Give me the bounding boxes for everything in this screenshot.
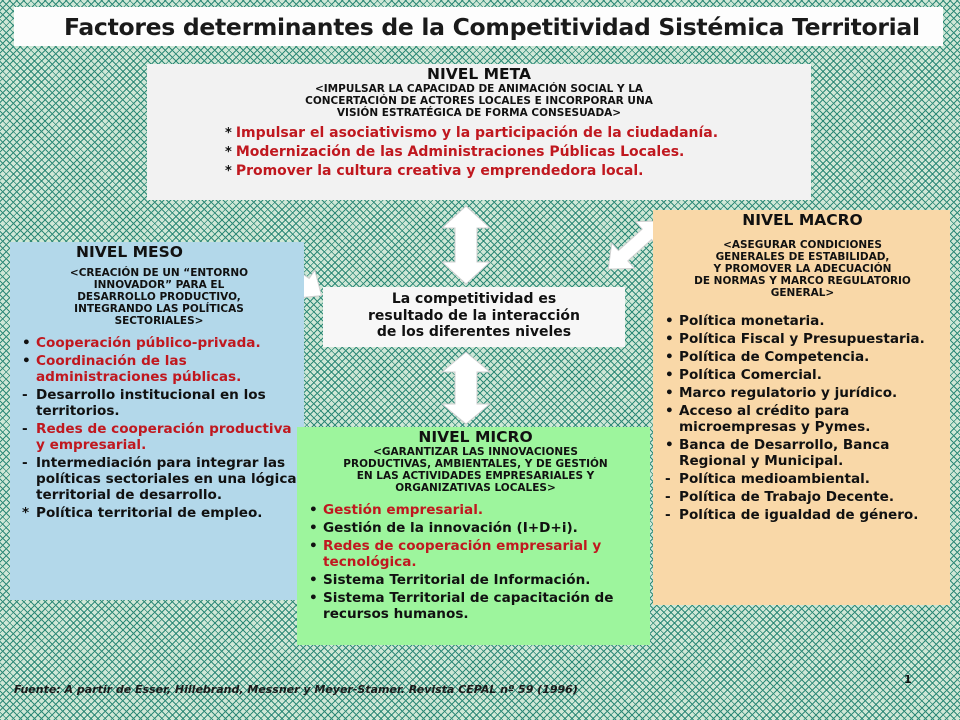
meso-item-text: Política territorial de empleo.: [36, 505, 263, 521]
meta-level-box: [147, 64, 811, 200]
meso-item-text: Desarrollo institucional en los territorios.: [36, 387, 266, 419]
macro-list: [663, 313, 942, 523]
list-item: [20, 335, 298, 351]
list-item: [663, 507, 942, 523]
meso-subtitle-line: SECTORIALES>: [114, 315, 204, 327]
list-item: [663, 437, 942, 469]
bullet-marker: •: [665, 331, 674, 347]
bullet-marker: •: [309, 502, 318, 518]
meta-list: [225, 124, 811, 181]
list-item: [225, 124, 811, 143]
micro-list: [307, 502, 644, 622]
bullet-marker: •: [665, 367, 674, 383]
center-box: [323, 287, 625, 347]
bullet-marker: -: [22, 421, 28, 437]
meta-subtitle: [147, 83, 811, 119]
macro-subtitle-line: DE NORMAS Y MARCO REGULATORIO: [694, 275, 911, 287]
list-item: [307, 538, 644, 570]
arrow-meta-center: [442, 206, 490, 284]
micro-item-text: Redes de cooperación empresarial y tecnológica.: [323, 538, 602, 570]
list-item: [20, 387, 298, 419]
bullet-marker: •: [309, 572, 318, 588]
micro-subtitle: [307, 446, 644, 494]
macro-item-text: Política de igualdad de género.: [679, 507, 919, 523]
bullet-marker: •: [22, 353, 31, 369]
bullet-marker: -: [665, 471, 671, 487]
macro-item-text: Política monetaria.: [679, 313, 825, 329]
page-title: Factores determinantes de la Competitividad Sistémica Territorial: [14, 7, 943, 46]
list-item: [663, 313, 942, 329]
star-marker: *: [225, 164, 232, 179]
page-number: 1: [904, 673, 912, 686]
center-line: La competitividad es: [391, 291, 557, 307]
macro-item-text: Política Comercial.: [679, 367, 822, 383]
list-item: [663, 349, 942, 365]
star-marker: *: [225, 145, 232, 160]
list-item: [225, 162, 811, 181]
center-line: resultado de la interacción: [368, 307, 580, 324]
meta-item-text: Modernización de las Administraciones Públicas Locales.: [235, 144, 685, 160]
source-note: Fuente: A partir de Esser, Hillebrand, Messner y Meyer-Stamer. Revista CEPAL nº 59 (1996): [14, 683, 578, 696]
meso-subtitle-line: INNOVADOR” PARA EL: [93, 279, 225, 291]
meso-item-text: Cooperación público-privada.: [36, 335, 261, 351]
list-item: [20, 505, 298, 521]
list-item: [307, 572, 644, 588]
micro-item-text: Gestión de la innovación (I+D+i).: [323, 520, 578, 536]
bullet-marker: •: [22, 335, 31, 351]
bullet-marker: •: [309, 590, 318, 606]
meso-item-text: Coordinación de las administraciones públicas.: [36, 353, 242, 385]
bullet-marker: •: [309, 520, 318, 536]
meso-subtitle-line: INTEGRANDO LAS POLÍTICAS: [74, 303, 244, 315]
macro-subtitle-line: <ASEGURAR CONDICIONES: [723, 239, 882, 251]
micro-subtitle-line: EN LAS ACTIVIDADES EMPRESARIALES Y: [356, 470, 595, 482]
list-item: [663, 489, 942, 505]
macro-item-text: Política medioambiental.: [679, 471, 870, 487]
meta-subtitle-line: VISIÓN ESTRATÉGICA DE FORMA CONSESUADA>: [336, 107, 622, 119]
micro-subtitle-line: PRODUCTIVAS, AMBIENTALES, Y DE GESTIÓN: [343, 458, 608, 470]
macro-item-text: Banca de Desarrollo, Banca Regional y Municipal.: [679, 437, 890, 469]
meso-item-text: Intermediación para integrar las políticas sectoriales en una lógica territorial de desarrollo.: [36, 455, 297, 503]
arrow-center-micro: [442, 352, 490, 424]
list-item: [663, 471, 942, 487]
bullet-marker: -: [665, 489, 671, 505]
macro-item-text: Marco regulatorio y jurídico.: [679, 385, 898, 401]
bullet-marker: *: [22, 505, 30, 521]
list-item: [307, 590, 644, 622]
bullet-marker: •: [665, 403, 674, 419]
micro-item-text: Sistema Territorial de Información.: [323, 572, 591, 588]
list-item: [20, 353, 298, 385]
bullet-marker: -: [22, 455, 28, 471]
meta-subtitle-line: <IMPULSAR LA CAPACIDAD DE ANIMACIÓN SOCIAL Y LA: [314, 83, 644, 95]
bullet-marker: •: [309, 538, 318, 554]
bullet-marker: •: [665, 313, 674, 329]
bullet-marker: •: [665, 437, 674, 453]
meso-item-text: Redes de cooperación productiva y empresarial.: [36, 421, 292, 453]
macro-item-text: Política de Competencia.: [679, 349, 870, 365]
list-item: [225, 143, 811, 162]
meso-level-box: [10, 242, 304, 600]
list-item: [20, 421, 298, 453]
list-item: [20, 455, 298, 503]
micro-item-text: Sistema Territorial de capacitación de recursos humanos.: [323, 590, 614, 622]
macro-item-text: Política Fiscal y Presupuestaria.: [679, 331, 925, 347]
macro-subtitle-line: Y PROMOVER LA ADECUACIÓN: [713, 263, 892, 275]
micro-heading: NIVEL MICRO: [418, 428, 533, 446]
bullet-marker: •: [665, 385, 674, 401]
meta-item-text: Promover la cultura creativa y emprendedora local.: [235, 163, 644, 179]
meso-subtitle: [20, 267, 298, 327]
meso-subtitle-line: DESARROLLO PRODUCTIVO,: [77, 291, 241, 303]
meta-subtitle-line: CONCERTACIÓN DE ACTORES LOCALES E INCORPORAR UNA: [305, 95, 653, 107]
macro-subtitle: [663, 239, 942, 299]
macro-subtitle-line: GENERAL>: [770, 287, 835, 299]
meso-list: [20, 335, 298, 521]
list-item: [663, 331, 942, 347]
star-marker: *: [225, 126, 232, 141]
macro-item-text: Política de Trabajo Decente.: [679, 489, 895, 505]
micro-subtitle-line: ORGANIZATIVAS LOCALES>: [395, 482, 556, 494]
macro-heading: NIVEL MACRO: [742, 211, 863, 229]
bullet-marker: -: [665, 507, 671, 523]
micro-subtitle-line: <GARANTIZAR LAS INNOVACIONES: [373, 446, 578, 458]
list-item: [663, 403, 942, 435]
meso-subtitle-line: <CREACIÓN DE UN “ENTORNO: [69, 267, 249, 279]
bullet-marker: •: [665, 349, 674, 365]
bullet-marker: -: [22, 387, 28, 403]
micro-level-box: [297, 427, 650, 645]
list-item: [663, 367, 942, 383]
macro-subtitle-line: GENERALES DE ESTABILIDAD,: [715, 251, 890, 263]
list-item: [307, 520, 644, 536]
macro-item-text: Acceso al crédito para microempresas y Pymes.: [679, 403, 871, 435]
meta-heading: NIVEL META: [427, 65, 531, 83]
micro-item-text: Gestión empresarial.: [323, 502, 484, 518]
list-item: [307, 502, 644, 518]
meso-heading: NIVEL MESO: [76, 243, 183, 261]
center-line: de los diferentes niveles: [376, 324, 572, 340]
macro-level-box: [653, 210, 950, 605]
meta-item-text: Impulsar el asociativismo y la participación de la ciudadanía.: [235, 125, 719, 141]
list-item: [663, 385, 942, 401]
